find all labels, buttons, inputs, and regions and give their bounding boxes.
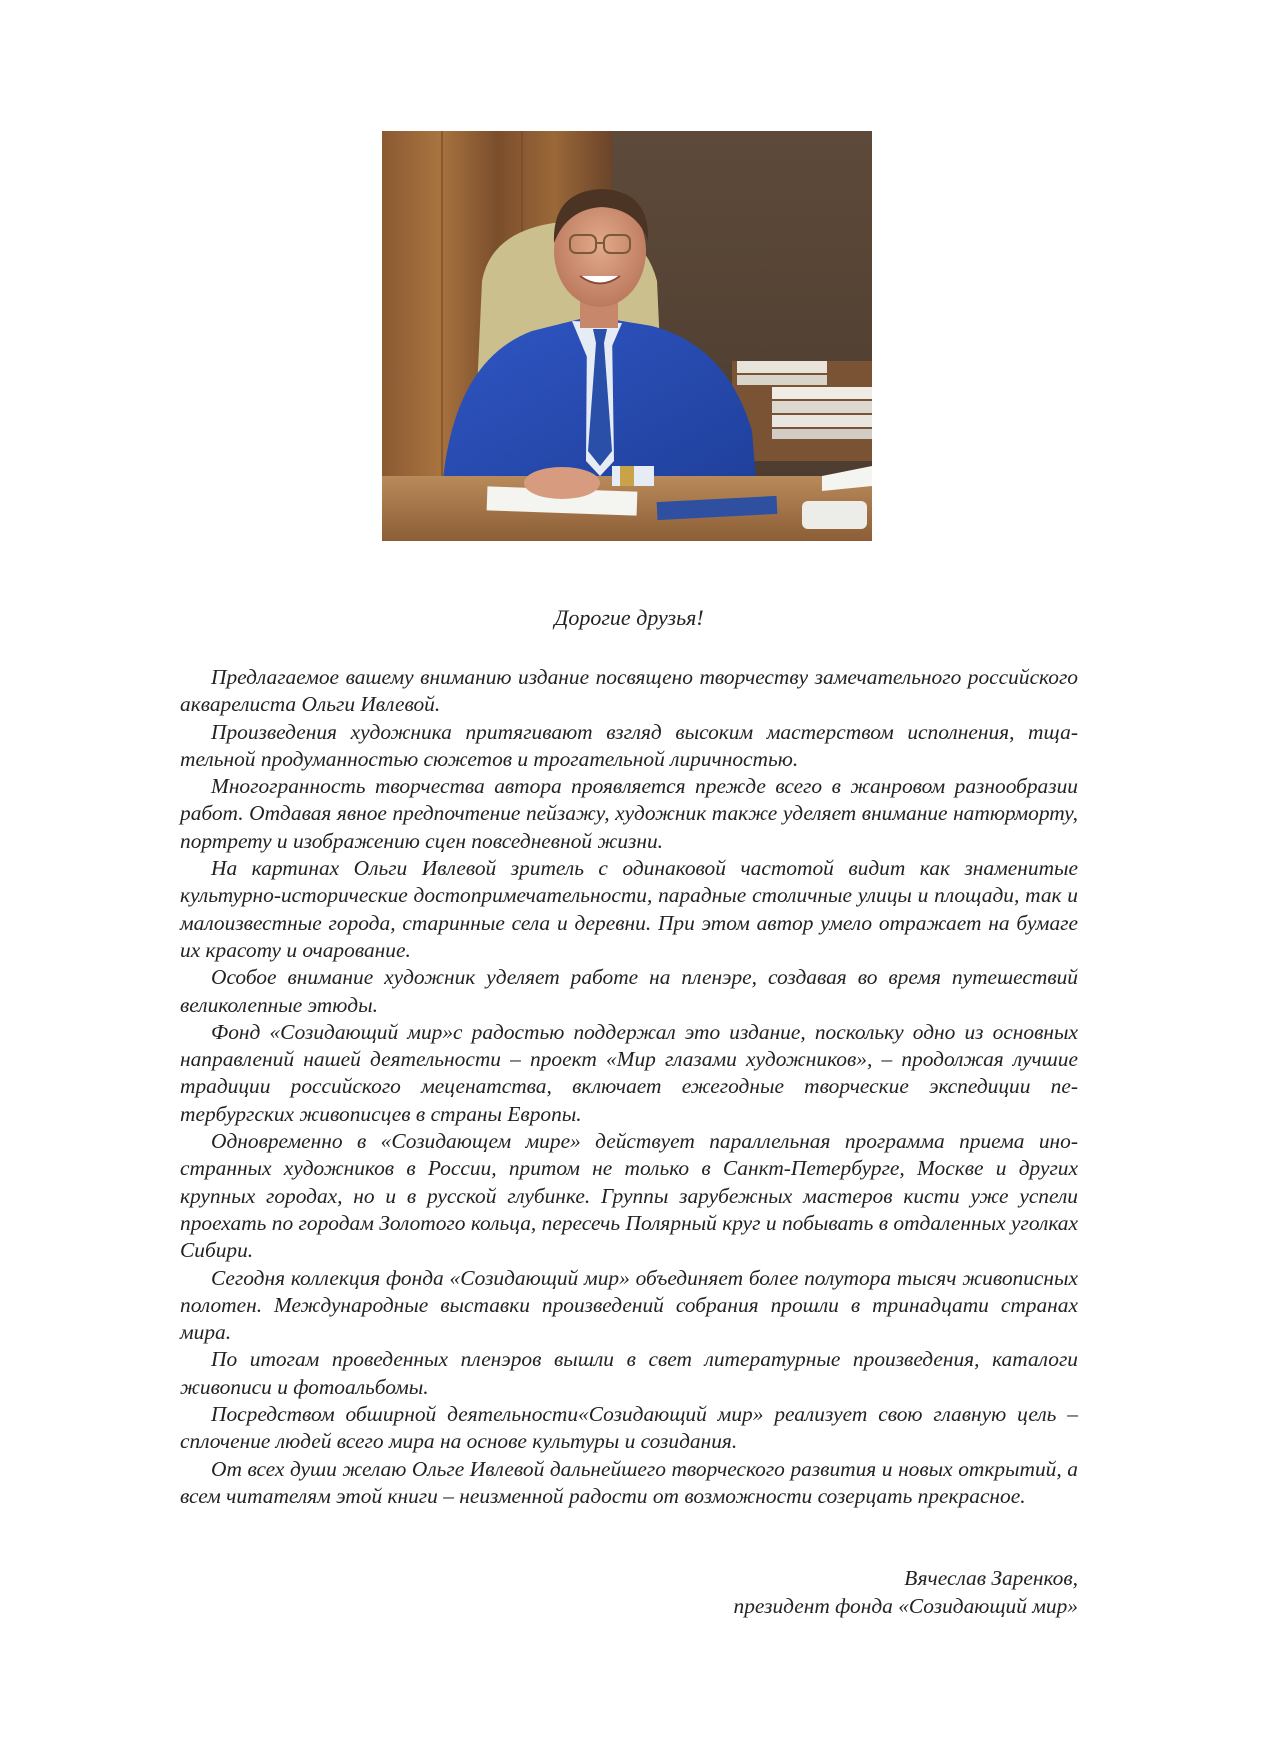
letter-body (180, 604, 1078, 1510)
letter-paragraph: Фонд «Созидающий мир»с радостью поддержал это издание, поскольку одно из основных направлений нашей деятельности – проект «Мир глазами художников», – продолжая лучшие традиции российского меценатства, включает ежегодные творческие экспедиции петербургских живописцев в страны Европы. (180, 1019, 1078, 1126)
signature-block (734, 1564, 1079, 1620)
letter-paragraph: Произведения художника притягивают взгляд высоким мастерством исполнения, тщательной продуманностью сюжетов и трогательной лиричностью. (180, 719, 1078, 771)
signature-title: президент фонда «Созидающий мир» (733, 1594, 1078, 1618)
letter-paragraph: Многогранность творчества автора проявляется прежде всего в жанровом разнообразии работ. Отдавая явное предпочтение пейзажу, художник также уделяет внимание натюрморту, портрету и изображению сцен повседневной жизни. (180, 774, 1078, 853)
letter-paragraph: Посредством обширной деятельности«Созидающий мир» реализует свою главную цель – сплочение людей всего мира на основе культуры и созидания. (180, 1402, 1078, 1454)
letter-paragraph: Предлагаемое вашему вниманию издание посвящено творчеству замечательного российского акварелиста Ольги Ивлевой. (180, 665, 1078, 717)
letter-greeting: Дорогие друзья! (554, 605, 704, 630)
letter-paragraph: Сегодня коллекция фонда «Созидающий мир» объединяет более полутора тысяч живописных полотен. Международные выставки произведений собрания прошли в тринадцати странах мира. (180, 1265, 1078, 1345)
letter-paragraph: От всех души желаю Ольге Ивлевой дальнейшего творческого развития и новых открытий, а всем читателям этой книги – неизменной радости от возможности созерцать прекрасное. (180, 1456, 1078, 1508)
signature-name: Вячеслав Заренков, (904, 1566, 1078, 1590)
portrait-photo (382, 131, 872, 541)
letter-paragraph: По итогам проведенных пленэров вышли в свет литературные произведения, каталоги живописи и фотоальбомы. (180, 1347, 1078, 1399)
letter-paragraph: На картинах Ольги Ивлевой зритель с одинаковой частотой видит как знаменитые культурно-исторические достопримечательности, парадные столичные улицы и площади, так и малоизвестные города, старинные села и деревни. При этом автор умело отражает на бумаге их красоту и очарование. (180, 856, 1078, 962)
letter-paragraph: Особое внимание художник уделяет работе на пленэре, создавая во время путешествий великолепные этюды. (180, 965, 1078, 1017)
letter-paragraph: Одновременно в «Созидающем мире» действует параллельная программа приема иностранных художников в России, притом не только в Санкт-Петербурге, Москве и других крупных городах, но и в русской глубинке. Группы зарубежных мастеров кисти уже успели проехать по городам Золотого кольца, пересечь Полярный круг и побывать в отдаленных уголках Сибири. (180, 1129, 1078, 1263)
portrait-illustration (382, 131, 872, 541)
